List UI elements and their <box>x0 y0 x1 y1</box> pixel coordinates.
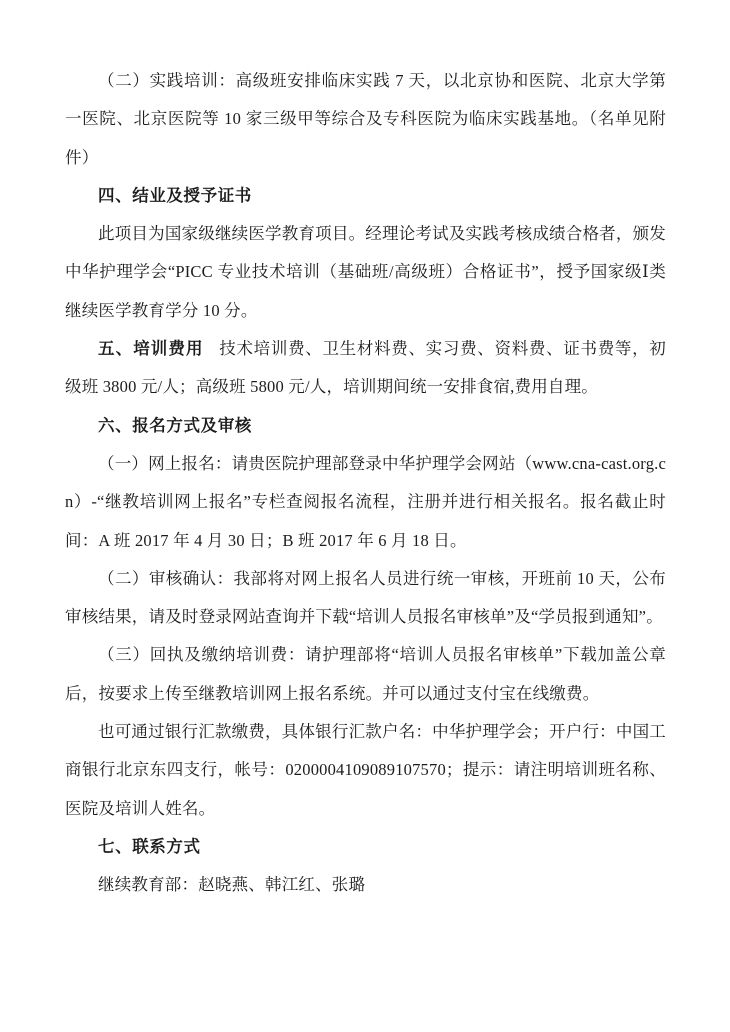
paragraph-training-fees <box>65 330 666 407</box>
section-heading-contact: 七、联系方式 <box>98 836 201 856</box>
paragraph-online-registration: （一）网上报名：请贵医院护理部登录中华护理学会网站（www.cna-cast.org.cn）-“继教培训网上报名”专栏查阅报名流程，注册并进行相关报名。报名截止时间：A 班 2017 年 4 月 30 日；B 班 2017 年 6 月 18 日。 <box>65 453 666 550</box>
paragraph-receipt-payment: （三）回执及缴纳培训费：请护理部将“培训人员报名审核单”下载加盖公章后，按要求上传至继教培训网上报名系统。并可以通过支付宝在线缴费。 <box>65 645 666 703</box>
document-body <box>65 62 666 905</box>
training-fees-text: 技术培训费、卫生材料费、实习费、资料费、证书费等，初级班 3800 元/人；高级班 5800 元/人，培训期间统一安排食宿,费用自理。 <box>65 339 666 397</box>
paragraph-bank-transfer: 也可通过银行汇款缴费，具体银行汇款户名：中华护理学会；开户行：中国工商银行北京东四支行，帐号：0200004109089107570；提示：请注明培训班名称、医院及培训人姓名。 <box>65 722 666 818</box>
paragraph-contact-names: 继续教育部：赵晓燕、韩江红、张璐 <box>98 875 366 895</box>
paragraph-review-confirmation: （二）审核确认：我部将对网上报名人员进行统一审核，开班前 10 天，公布审核结果，请及时登录网站查询并下载“培训人员报名审核单”及“学员报到通知”。 <box>65 568 666 627</box>
section-heading-registration: 六、报名方式及审核 <box>98 415 252 435</box>
paragraph-practice-training: （二）实践培训：高级班安排临床实践 7 天，以北京协和医院、北京大学第一医院、北京医院等 10 家三级甲等综合及专科医院为临床实践基地。（名单见附件） <box>65 71 666 167</box>
paragraph-certificate-details: 此项目为国家级继续医学教育项目。经理论考试及实践考核成绩合格者，颁发中华护理学会“PICC 专业技术培训（基础班/高级班）合格证书”，授予国家级Ⅰ类继续医学教育学分 10 分。 <box>65 224 666 320</box>
section-heading-graduation-certificate: 四、结业及授予证书 <box>98 185 252 205</box>
training-fees-inline-heading: 五、培训费用 <box>98 339 204 359</box>
